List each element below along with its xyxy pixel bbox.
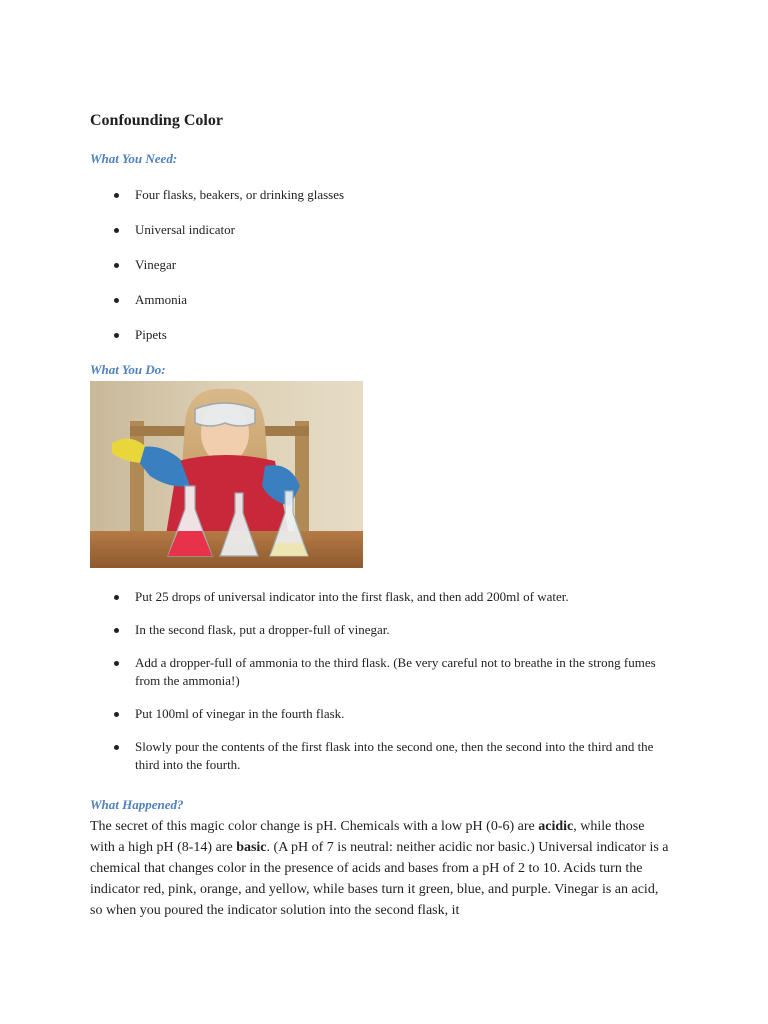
what-you-do-heading: What You Do: bbox=[90, 362, 166, 377]
list-item bbox=[90, 738, 680, 774]
list-item bbox=[90, 291, 680, 309]
list-item bbox=[90, 186, 680, 204]
bullet-icon bbox=[114, 298, 119, 303]
what-happened-heading: What Happened? bbox=[90, 797, 184, 812]
bullet-icon bbox=[114, 263, 119, 268]
bullet-icon bbox=[114, 745, 119, 750]
list-item-text: Ammonia bbox=[135, 292, 187, 307]
bullet-icon bbox=[114, 661, 119, 666]
paragraph-text: The secret of this magic color change is pH. Chemicals with a low pH (0-6) are bbox=[90, 819, 539, 834]
paragraph-bold-basic: basic bbox=[236, 840, 267, 855]
paragraph-bold-acidic: acidic bbox=[538, 819, 574, 834]
list-item-text: Vinegar bbox=[135, 257, 177, 272]
list-item bbox=[90, 705, 680, 723]
paragraph-text: . (A pH of 7 is neutral: neither acidic nor basic.) Universal indicator is a chemical that changes color in the presence of acids and bases from a pH of 2 to 10. Acids turn the indicator red, pink, orange, and yellow, while bases turn it green, blue, and purple. Vinegar is an acid, so when you poured the indicator solution into the second flask, it bbox=[90, 840, 669, 918]
bullet-icon bbox=[114, 712, 119, 717]
list-item bbox=[90, 654, 680, 690]
goggles bbox=[195, 403, 255, 426]
bullet-icon bbox=[114, 193, 119, 198]
experiment-photo bbox=[90, 381, 363, 568]
list-item-text: Put 100ml of vinegar in the fourth flask. bbox=[135, 706, 345, 721]
list-item bbox=[90, 221, 680, 239]
list-item bbox=[90, 256, 680, 274]
explanation-paragraph bbox=[90, 816, 670, 921]
steps-list bbox=[90, 588, 680, 789]
list-item bbox=[90, 588, 680, 606]
list-item-text: In the second flask, put a dropper-full of vinegar. bbox=[135, 622, 390, 637]
chair-post bbox=[295, 421, 309, 531]
bullet-icon bbox=[114, 628, 119, 633]
what-you-need-heading: What You Need: bbox=[90, 151, 178, 166]
list-item bbox=[90, 326, 680, 344]
list-item-text: Put 25 drops of universal indicator into the first flask, and then add 200ml of water. bbox=[135, 589, 569, 604]
list-item-text: Universal indicator bbox=[135, 222, 235, 237]
bullet-icon bbox=[114, 333, 119, 338]
page-title: Confounding Color bbox=[90, 112, 223, 129]
list-item-text: Four flasks, beakers, or drinking glasses bbox=[135, 187, 345, 202]
bullet-icon bbox=[114, 228, 119, 233]
list-item-text: Pipets bbox=[135, 327, 167, 342]
list-item-text: Add a dropper-full of ammonia to the third flask. (Be very careful not to breathe in the strong fumes from the ammonia!) bbox=[135, 655, 656, 688]
list-item-text: Slowly pour the contents of the first flask into the second one, then the second into the third and the third into the fourth. bbox=[135, 739, 654, 772]
yellow-liquid bbox=[270, 543, 308, 556]
paragraph-text: , while those with a high pH (8-14) are bbox=[90, 819, 645, 855]
list-item bbox=[90, 621, 680, 639]
chair-post bbox=[130, 421, 144, 531]
needs-list bbox=[90, 186, 680, 361]
bullet-icon bbox=[114, 595, 119, 600]
